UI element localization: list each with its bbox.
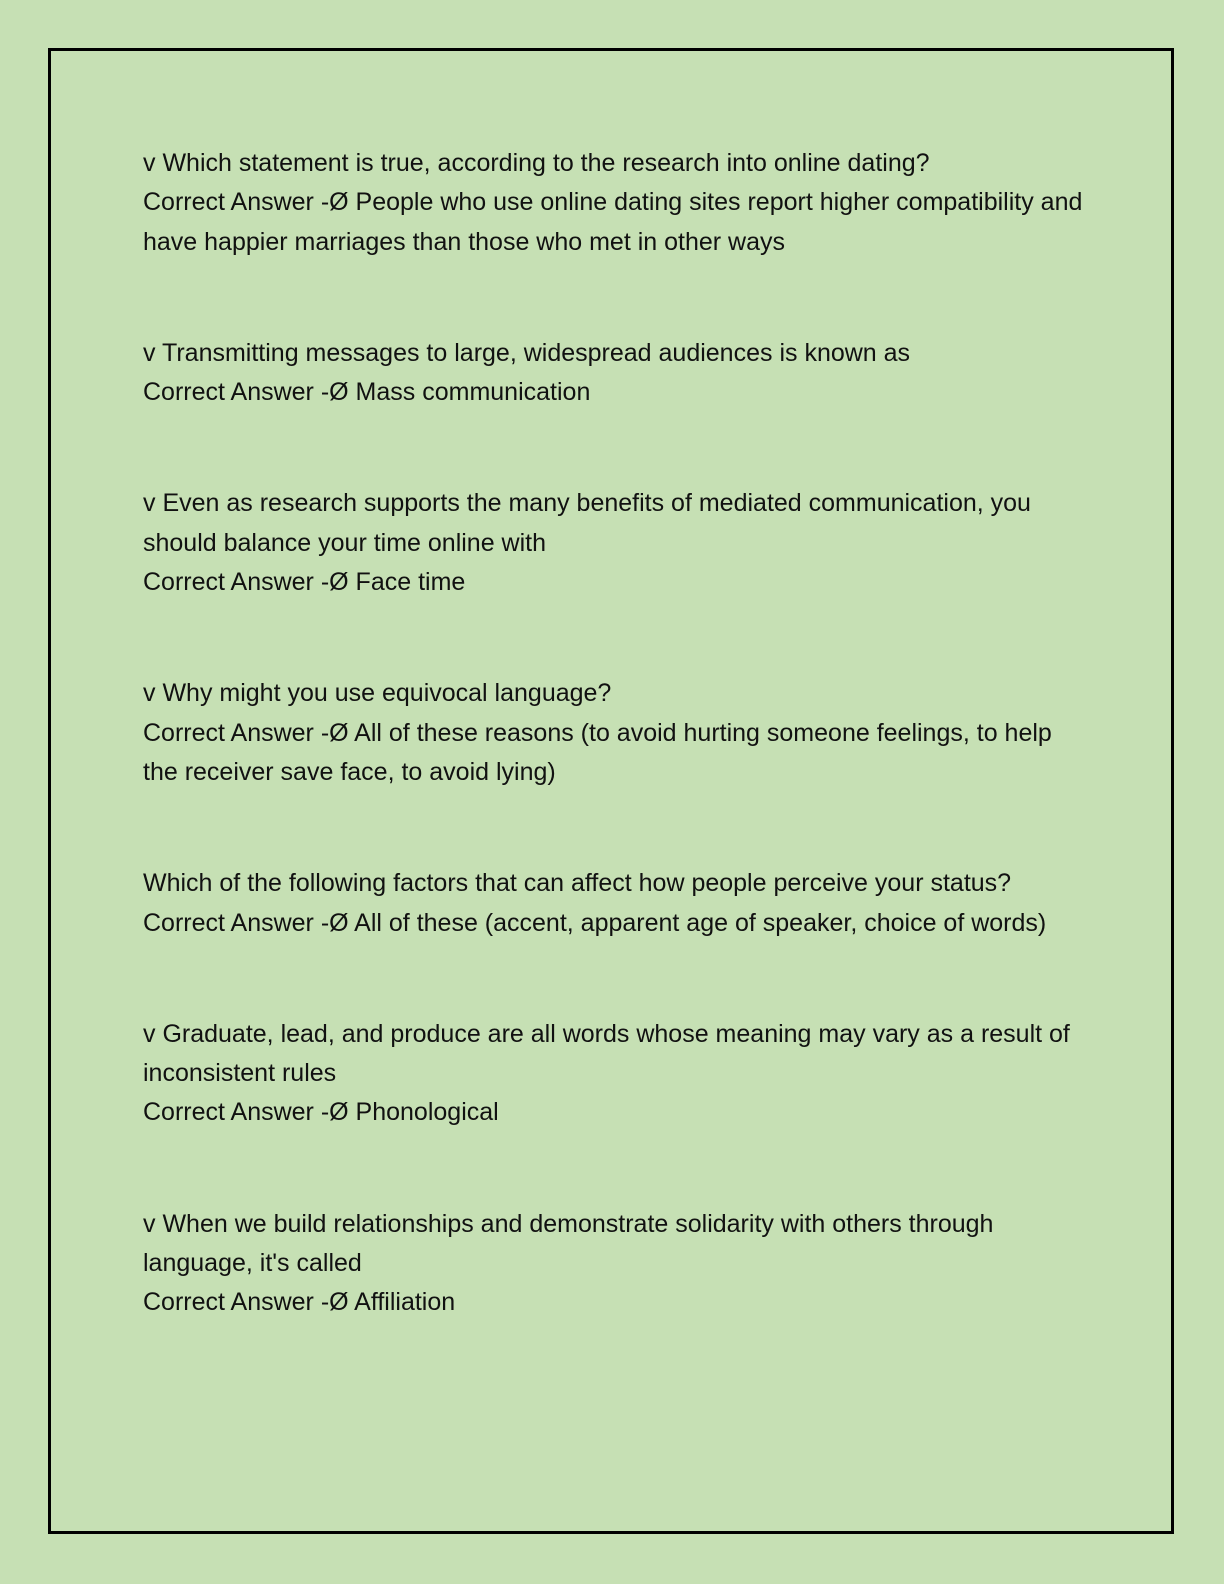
qa-item <box>143 674 1083 792</box>
qa-item <box>143 864 1083 943</box>
answer-text: Correct Answer -Ø Mass communication <box>143 378 591 407</box>
answer-text: Correct Answer -Ø People who use online dating sites report higher compatibility and have happier marriages than those who met in other ways <box>143 188 1083 256</box>
question-text: v Transmitting messages to large, widespread audiences is known as <box>143 338 911 367</box>
qa-item <box>143 1015 1083 1133</box>
question-text: v Graduate, lead, and produce are all words whose meaning may vary as a result of inconsistent rules <box>143 1019 1070 1088</box>
question-text: Which of the following factors that can affect how people perceive your status? <box>143 869 1012 898</box>
qa-item <box>143 1205 1083 1323</box>
answer-text: Correct Answer -Ø Face time <box>143 568 466 597</box>
qa-item <box>143 484 1083 602</box>
answer-text: Correct Answer -Ø All of these (accent, apparent age of speaker, choice of words) <box>143 908 1047 937</box>
question-text: v When we build relationships and demonstrate solidarity with others through language, it's called <box>143 1209 994 1278</box>
answer-text: Correct Answer -Ø All of these reasons (to avoid hurting someone feelings, to help the receiver save face, to avoid lying) <box>143 718 1052 786</box>
qa-item <box>143 144 1083 262</box>
qa-list <box>143 144 1083 1395</box>
answer-text: Correct Answer -Ø Affiliation <box>143 1288 456 1317</box>
qa-item <box>143 334 1083 413</box>
answer-text: Correct Answer -Ø Phonological <box>143 1098 499 1127</box>
question-text: v Which statement is true, according to the research into online dating? <box>143 149 930 177</box>
question-text: v Even as research supports the many benefits of mediated communication, you should balance your time online with <box>143 489 1031 557</box>
question-text: v Why might you use equivocal language? <box>143 679 612 708</box>
